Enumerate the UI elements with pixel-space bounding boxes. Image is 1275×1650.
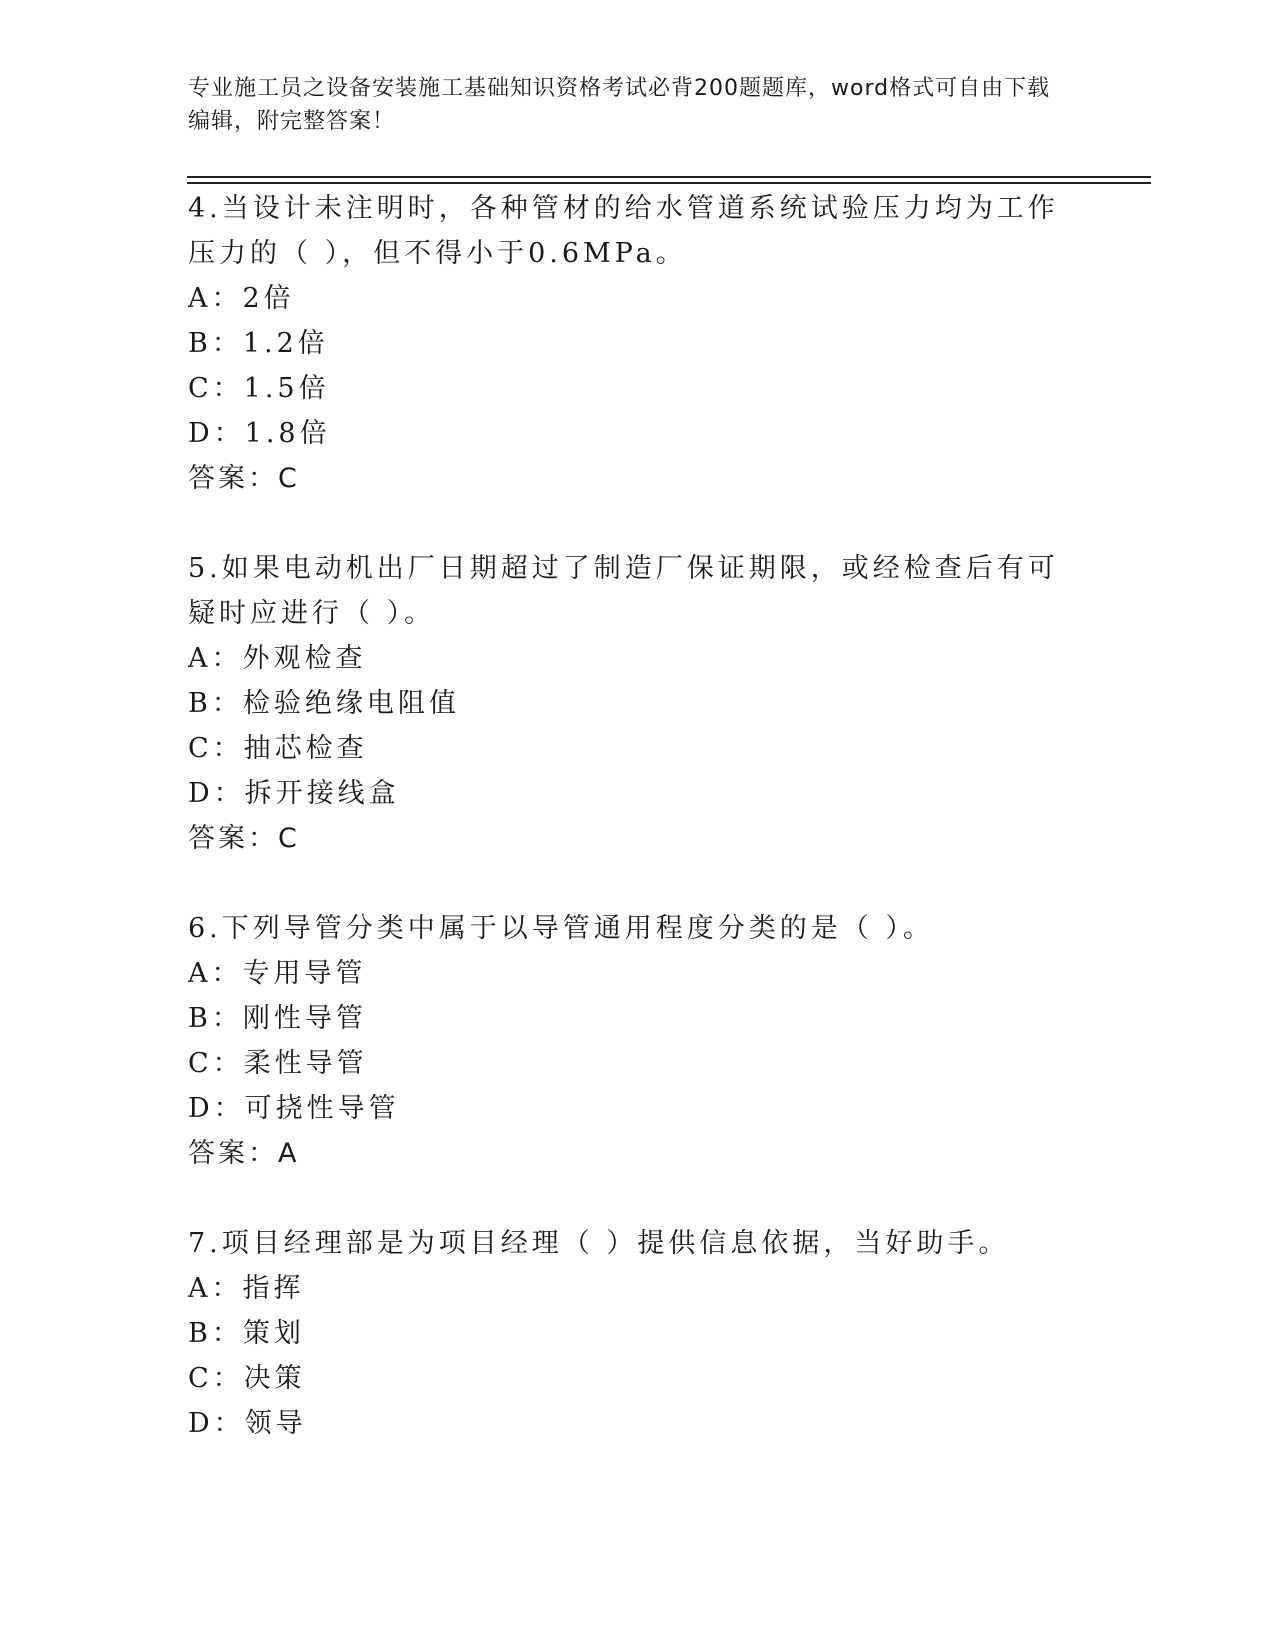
header-rule-top — [187, 176, 1151, 178]
header-rule-bottom — [187, 182, 1151, 184]
option-d: D：1.8倍 — [188, 418, 331, 449]
option-a: A：2倍 — [188, 283, 295, 314]
option-b: B：检验绝缘电阻值 — [188, 688, 460, 719]
option-a: A：指挥 — [188, 1273, 305, 1304]
question-stem: 6.下列导管分类中属于以导管通用程度分类的是（ ）。 — [188, 913, 934, 944]
question-stem: 7.项目经理部是为项目经理（ ）提供信息依据，当好助手。 — [188, 1228, 1010, 1259]
option-c: C：抽芯检查 — [188, 733, 368, 764]
question-stem: 4.当设计未注明时，各种管材的给水管道系统试验压力均为工作压力的（ ），但不得小于0.6MPa。 — [188, 193, 1059, 269]
question-5 — [188, 546, 1088, 861]
question-6 — [188, 906, 1088, 1176]
answer: 答案：A — [188, 1138, 300, 1169]
option-d: D：拆开接线盒 — [188, 778, 400, 809]
option-c: C：1.5倍 — [188, 373, 330, 404]
question-stem: 5.如果电动机出厂日期超过了制造厂保证期限，或经检查后有可疑时应进行（ ）。 — [188, 553, 1059, 629]
option-d: D：可挠性导管 — [188, 1093, 400, 1124]
question-7 — [188, 1221, 1088, 1446]
question-list — [188, 186, 1088, 1491]
option-c: C：柔性导管 — [188, 1048, 368, 1079]
answer: 答案：C — [188, 463, 300, 494]
option-a: A：外观检查 — [188, 643, 367, 674]
option-b: B：刚性导管 — [188, 1003, 367, 1034]
option-a: A：专用导管 — [188, 958, 367, 989]
question-4 — [188, 186, 1088, 501]
answer: 答案：C — [188, 823, 300, 854]
option-b: B：策划 — [188, 1318, 305, 1349]
option-d: D：领导 — [188, 1408, 307, 1439]
page-header: 专业施工员之设备安装施工基础知识资格考试必背200题题库，word格式可自由下载编辑，附完整答案！ — [188, 76, 1051, 134]
option-b: B：1.2倍 — [188, 328, 329, 359]
option-c: C：决策 — [188, 1363, 306, 1394]
